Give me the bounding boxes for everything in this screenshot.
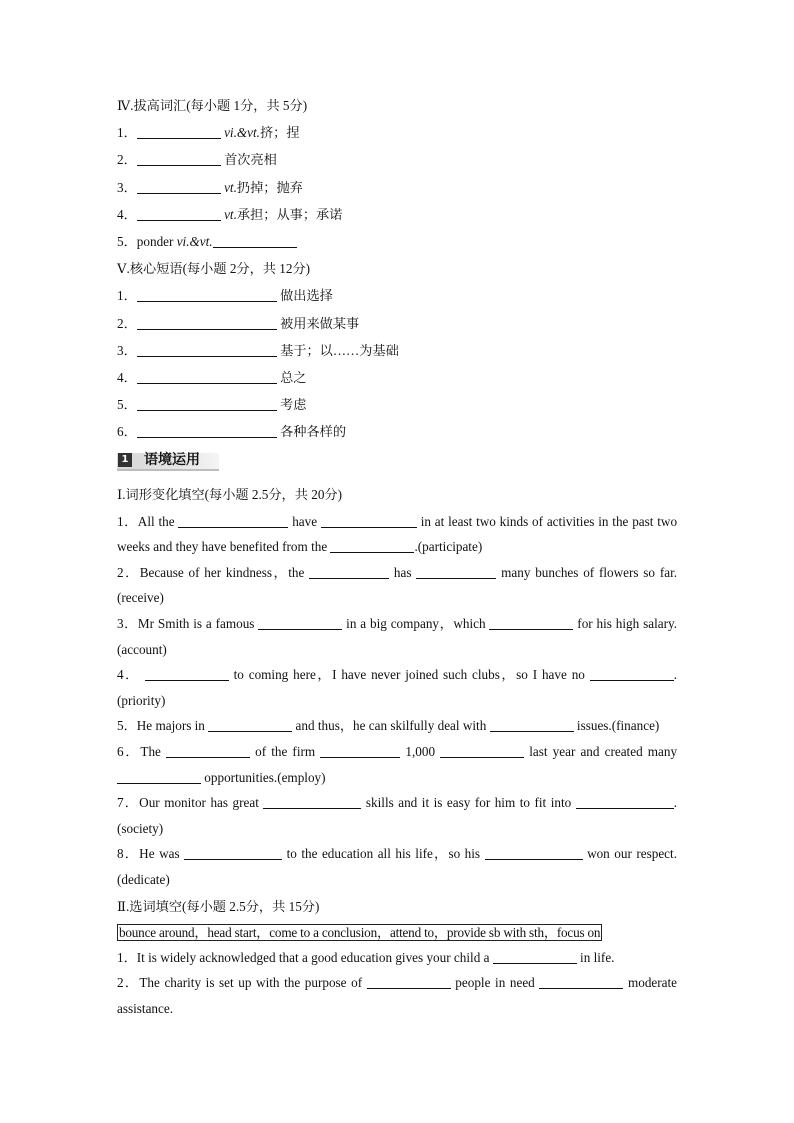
- part4-item-4: 4． vt.承担；从事；承诺: [117, 206, 343, 222]
- answer-blank[interactable]: [485, 845, 583, 860]
- answer-blank[interactable]: [416, 564, 496, 579]
- answer-blank[interactable]: [213, 233, 297, 248]
- partI-question-7: 7．Our monitor has great skills and it is easy for him to fit into .(society): [117, 795, 678, 836]
- partII-question-1: 1．It is widely acknowledged that a good education gives your child a in life.: [117, 949, 615, 965]
- answer-blank[interactable]: [321, 513, 417, 528]
- answer-blank[interactable]: [137, 369, 277, 384]
- answer-blank[interactable]: [145, 666, 229, 681]
- partII-heading: Ⅱ.选词填空(每小题 2.5分，共 15分): [117, 898, 320, 914]
- part5-item-5: 5． 考虑: [117, 397, 307, 413]
- part5-item-1: 1． 做出选择: [117, 288, 333, 304]
- partI-question-5: 5．He majors in and thus，he can skilfully deal with issues.(finance): [117, 718, 660, 734]
- answer-blank[interactable]: [258, 615, 342, 630]
- answer-blank[interactable]: [137, 342, 277, 357]
- part4-item-2: 2． 首次亮相: [117, 152, 277, 168]
- partI-question-4: 4． to coming here，I have never joined such clubs，so I have no .(priority): [117, 667, 678, 708]
- answer-blank[interactable]: [330, 538, 414, 553]
- partI-heading: Ⅰ.词形变化填空(每小题 2.5分，共 20分): [117, 487, 342, 503]
- answer-blank[interactable]: [137, 423, 277, 438]
- answer-blank[interactable]: [367, 974, 451, 989]
- part5-item-4: 4． 总之: [117, 369, 307, 385]
- answer-blank[interactable]: [137, 315, 277, 330]
- partI-question-6: 6．The of the firm 1,000 last year and created many opportunities.(employ): [117, 743, 678, 785]
- section-banner: [117, 447, 677, 475]
- answer-blank[interactable]: [137, 179, 221, 194]
- answer-blank[interactable]: [590, 666, 674, 681]
- part5-heading: Ⅴ.核心短语(每小题 2分，共 12分): [117, 261, 311, 277]
- part4-heading: Ⅳ.拔高词汇(每小题 1分，共 5分): [117, 98, 308, 113]
- part5-item-6: 6． 各种各样的: [117, 424, 347, 440]
- answer-blank[interactable]: [489, 615, 573, 630]
- answer-blank[interactable]: [178, 513, 288, 528]
- answer-blank[interactable]: [493, 949, 577, 964]
- answer-blank[interactable]: [263, 794, 361, 809]
- answer-blank[interactable]: [137, 124, 221, 139]
- answer-blank[interactable]: [137, 287, 277, 302]
- part4-item-1: 1． vi.&vt.挤；捏: [117, 125, 300, 141]
- word-bank: [117, 920, 677, 945]
- part4-item-5: 5．ponder vi.&vt.: [117, 228, 677, 255]
- part5-item-3: 3． 基于；以……为基础: [117, 342, 399, 358]
- answer-blank[interactable]: [320, 743, 400, 758]
- section-title: 语境运用: [144, 452, 200, 469]
- part5-item-2: 2． 被用来做某事: [117, 315, 360, 331]
- answer-blank[interactable]: [117, 769, 201, 784]
- answer-blank[interactable]: [208, 717, 292, 732]
- section-number-icon: 1: [118, 453, 132, 467]
- answer-blank[interactable]: [576, 794, 674, 809]
- part4-item-3: 3． vt.扔掉；抛弃: [117, 179, 303, 195]
- word-bank-box: bounce around，head start，come to a conclusion，attend to，provide sb with sth，focus on: [119, 924, 601, 940]
- answer-blank[interactable]: [440, 743, 524, 758]
- partI-question-8: 8．He was to the education all his life，so his won our respect.(dedicate): [117, 846, 677, 887]
- partI-question-1: 1．All the have in at least two kinds of activities in the past two weeks and they have benefited from the .(participate): [117, 513, 678, 555]
- partI-question-2: 2．Because of her kindness，the has many bunches of flowers so far.(receive): [117, 564, 678, 606]
- answer-blank[interactable]: [137, 396, 277, 411]
- answer-blank[interactable]: [137, 206, 221, 221]
- answer-blank[interactable]: [490, 717, 574, 732]
- worksheet-page: [117, 92, 677, 1022]
- answer-blank[interactable]: [166, 743, 250, 758]
- answer-blank[interactable]: [539, 974, 623, 989]
- partII-question-2: 2．The charity is set up with the purpose of people in need moderate assistance.: [117, 975, 678, 1016]
- answer-blank[interactable]: [309, 564, 389, 579]
- answer-blank[interactable]: [184, 845, 282, 860]
- answer-blank[interactable]: [137, 151, 221, 166]
- partI-question-3: 3．Mr Smith is a famous in a big company，which for his high salary.(account): [117, 616, 678, 657]
